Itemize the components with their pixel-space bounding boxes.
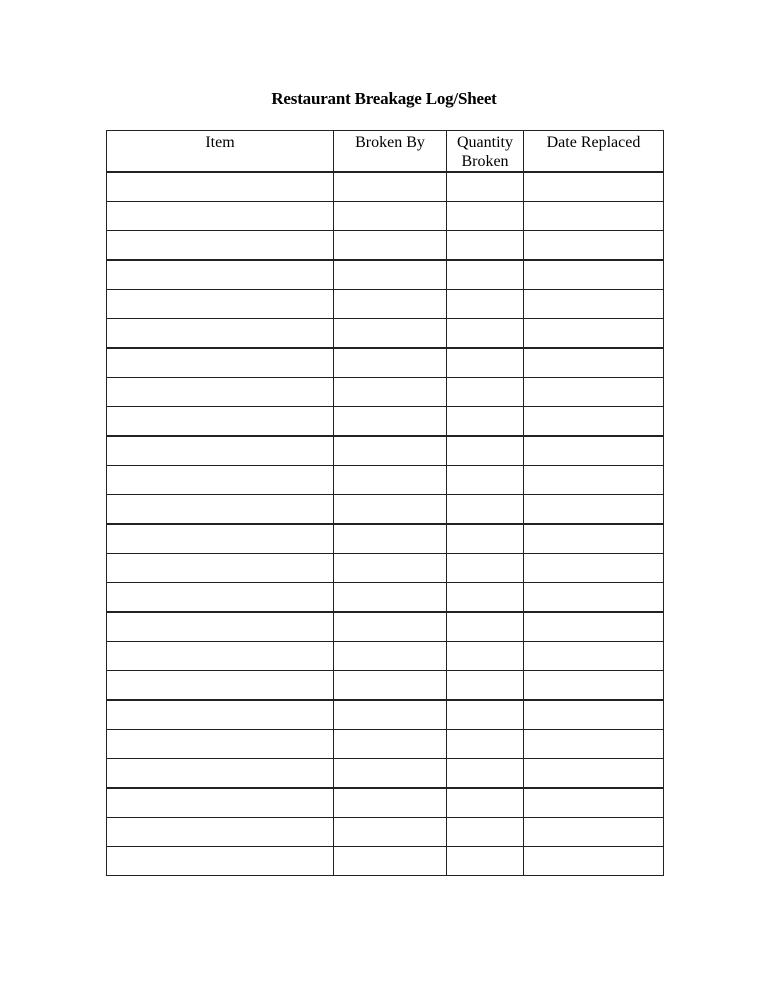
date-replaced-cell[interactable] xyxy=(524,818,664,847)
date-replaced-cell[interactable] xyxy=(524,583,664,613)
date-replaced-cell[interactable] xyxy=(524,231,664,261)
item-cell[interactable] xyxy=(107,319,334,349)
date-replaced-cell[interactable] xyxy=(524,260,664,290)
date-replaced-cell[interactable] xyxy=(524,495,664,525)
column-header-quantity-broken xyxy=(447,131,524,173)
quantity-broken-cell[interactable] xyxy=(447,436,524,466)
item-cell[interactable] xyxy=(107,642,334,671)
quantity-header-line-1: Quantity xyxy=(457,134,513,151)
date-replaced-cell[interactable] xyxy=(524,612,664,642)
broken-by-cell[interactable] xyxy=(334,730,447,759)
item-cell[interactable] xyxy=(107,730,334,759)
table-row xyxy=(107,495,664,525)
item-cell[interactable] xyxy=(107,407,334,437)
table-row xyxy=(107,583,664,613)
item-cell[interactable] xyxy=(107,495,334,525)
date-replaced-cell[interactable] xyxy=(524,378,664,407)
table-row xyxy=(107,524,664,554)
table-row xyxy=(107,642,664,671)
item-cell[interactable] xyxy=(107,612,334,642)
column-header-item: Item xyxy=(107,131,334,173)
broken-by-cell[interactable] xyxy=(334,524,447,554)
date-replaced-cell[interactable] xyxy=(524,348,664,378)
quantity-header-line-2: Broken xyxy=(461,153,509,170)
table-row xyxy=(107,788,664,818)
date-replaced-cell[interactable] xyxy=(524,788,664,818)
quantity-broken-cell[interactable] xyxy=(447,172,524,202)
item-cell[interactable] xyxy=(107,290,334,319)
date-replaced-cell[interactable] xyxy=(524,407,664,437)
broken-by-cell[interactable] xyxy=(334,202,447,231)
table-row xyxy=(107,436,664,466)
item-cell[interactable] xyxy=(107,202,334,231)
quantity-broken-cell[interactable] xyxy=(447,818,524,847)
broken-by-cell[interactable] xyxy=(334,260,447,290)
broken-by-cell[interactable] xyxy=(334,348,447,378)
date-replaced-cell[interactable] xyxy=(524,524,664,554)
broken-by-cell[interactable] xyxy=(334,290,447,319)
broken-by-cell[interactable] xyxy=(334,436,447,466)
item-cell[interactable] xyxy=(107,436,334,466)
quantity-broken-cell[interactable] xyxy=(447,730,524,759)
date-replaced-cell[interactable] xyxy=(524,202,664,231)
quantity-broken-cell[interactable] xyxy=(447,847,524,876)
log-rows xyxy=(107,172,664,876)
date-replaced-cell[interactable] xyxy=(524,436,664,466)
quantity-broken-cell[interactable] xyxy=(447,407,524,437)
quantity-broken-cell[interactable] xyxy=(447,495,524,525)
item-cell[interactable] xyxy=(107,583,334,613)
quantity-broken-cell[interactable] xyxy=(447,319,524,349)
item-cell[interactable] xyxy=(107,788,334,818)
broken-by-cell[interactable] xyxy=(334,612,447,642)
date-replaced-cell[interactable] xyxy=(524,700,664,730)
broken-by-cell[interactable] xyxy=(334,788,447,818)
table-row xyxy=(107,172,664,202)
item-cell[interactable] xyxy=(107,260,334,290)
quantity-broken-cell[interactable] xyxy=(447,642,524,671)
quantity-broken-cell[interactable] xyxy=(447,231,524,261)
quantity-broken-cell[interactable] xyxy=(447,524,524,554)
table-row xyxy=(107,407,664,437)
quantity-broken-cell[interactable] xyxy=(447,554,524,583)
table-row xyxy=(107,818,664,847)
item-cell[interactable] xyxy=(107,700,334,730)
quantity-broken-cell[interactable] xyxy=(447,759,524,789)
item-cell[interactable] xyxy=(107,172,334,202)
broken-by-cell[interactable] xyxy=(334,818,447,847)
date-replaced-cell[interactable] xyxy=(524,319,664,349)
date-replaced-cell[interactable] xyxy=(524,554,664,583)
item-cell[interactable] xyxy=(107,818,334,847)
table-row xyxy=(107,466,664,495)
broken-by-cell[interactable] xyxy=(334,172,447,202)
item-cell[interactable] xyxy=(107,554,334,583)
quantity-broken-cell[interactable] xyxy=(447,583,524,613)
date-replaced-cell[interactable] xyxy=(524,671,664,701)
table-row xyxy=(107,554,664,583)
item-cell[interactable] xyxy=(107,759,334,789)
date-replaced-cell[interactable] xyxy=(524,466,664,495)
date-replaced-cell[interactable] xyxy=(524,730,664,759)
broken-by-cell[interactable] xyxy=(334,671,447,701)
column-header-broken-by: Broken By xyxy=(334,131,447,173)
table-row xyxy=(107,700,664,730)
item-cell[interactable] xyxy=(107,378,334,407)
table-row xyxy=(107,671,664,701)
quantity-broken-cell[interactable] xyxy=(447,466,524,495)
quantity-broken-cell[interactable] xyxy=(447,378,524,407)
broken-by-cell[interactable] xyxy=(334,759,447,789)
broken-by-cell[interactable] xyxy=(334,700,447,730)
broken-by-cell[interactable] xyxy=(334,642,447,671)
table-row xyxy=(107,348,664,378)
broken-by-cell[interactable] xyxy=(334,495,447,525)
quantity-broken-cell[interactable] xyxy=(447,671,524,701)
quantity-broken-cell[interactable] xyxy=(447,612,524,642)
table-row xyxy=(107,847,664,876)
item-cell[interactable] xyxy=(107,231,334,261)
date-replaced-cell[interactable] xyxy=(524,759,664,789)
quantity-broken-cell[interactable] xyxy=(447,260,524,290)
item-cell[interactable] xyxy=(107,524,334,554)
date-replaced-cell[interactable] xyxy=(524,847,664,876)
table-row xyxy=(107,612,664,642)
page-title: Restaurant Breakage Log/Sheet xyxy=(271,89,497,108)
item-cell[interactable] xyxy=(107,671,334,701)
item-cell[interactable] xyxy=(107,466,334,495)
quantity-broken-cell[interactable] xyxy=(447,202,524,231)
date-replaced-cell[interactable] xyxy=(524,290,664,319)
broken-by-cell[interactable] xyxy=(334,319,447,349)
table-row xyxy=(107,290,664,319)
quantity-broken-cell[interactable] xyxy=(447,290,524,319)
table-row xyxy=(107,319,664,349)
quantity-broken-cell[interactable] xyxy=(447,788,524,818)
broken-by-cell[interactable] xyxy=(334,847,447,876)
date-replaced-cell[interactable] xyxy=(524,172,664,202)
quantity-broken-cell[interactable] xyxy=(447,700,524,730)
table-row xyxy=(107,260,664,290)
date-replaced-cell[interactable] xyxy=(524,642,664,671)
broken-by-cell[interactable] xyxy=(334,466,447,495)
quantity-broken-cell[interactable] xyxy=(447,348,524,378)
item-cell[interactable] xyxy=(107,847,334,876)
broken-by-cell[interactable] xyxy=(334,378,447,407)
item-cell[interactable] xyxy=(107,348,334,378)
broken-by-cell[interactable] xyxy=(334,583,447,613)
breakage-log-table xyxy=(106,130,664,876)
column-header-date-replaced: Date Replaced xyxy=(524,131,664,173)
broken-by-cell[interactable] xyxy=(334,407,447,437)
table-row xyxy=(107,378,664,407)
header-row xyxy=(107,131,664,173)
table-row xyxy=(107,759,664,789)
table-row xyxy=(107,231,664,261)
broken-by-cell[interactable] xyxy=(334,554,447,583)
broken-by-cell[interactable] xyxy=(334,231,447,261)
table-row xyxy=(107,202,664,231)
table-row xyxy=(107,730,664,759)
